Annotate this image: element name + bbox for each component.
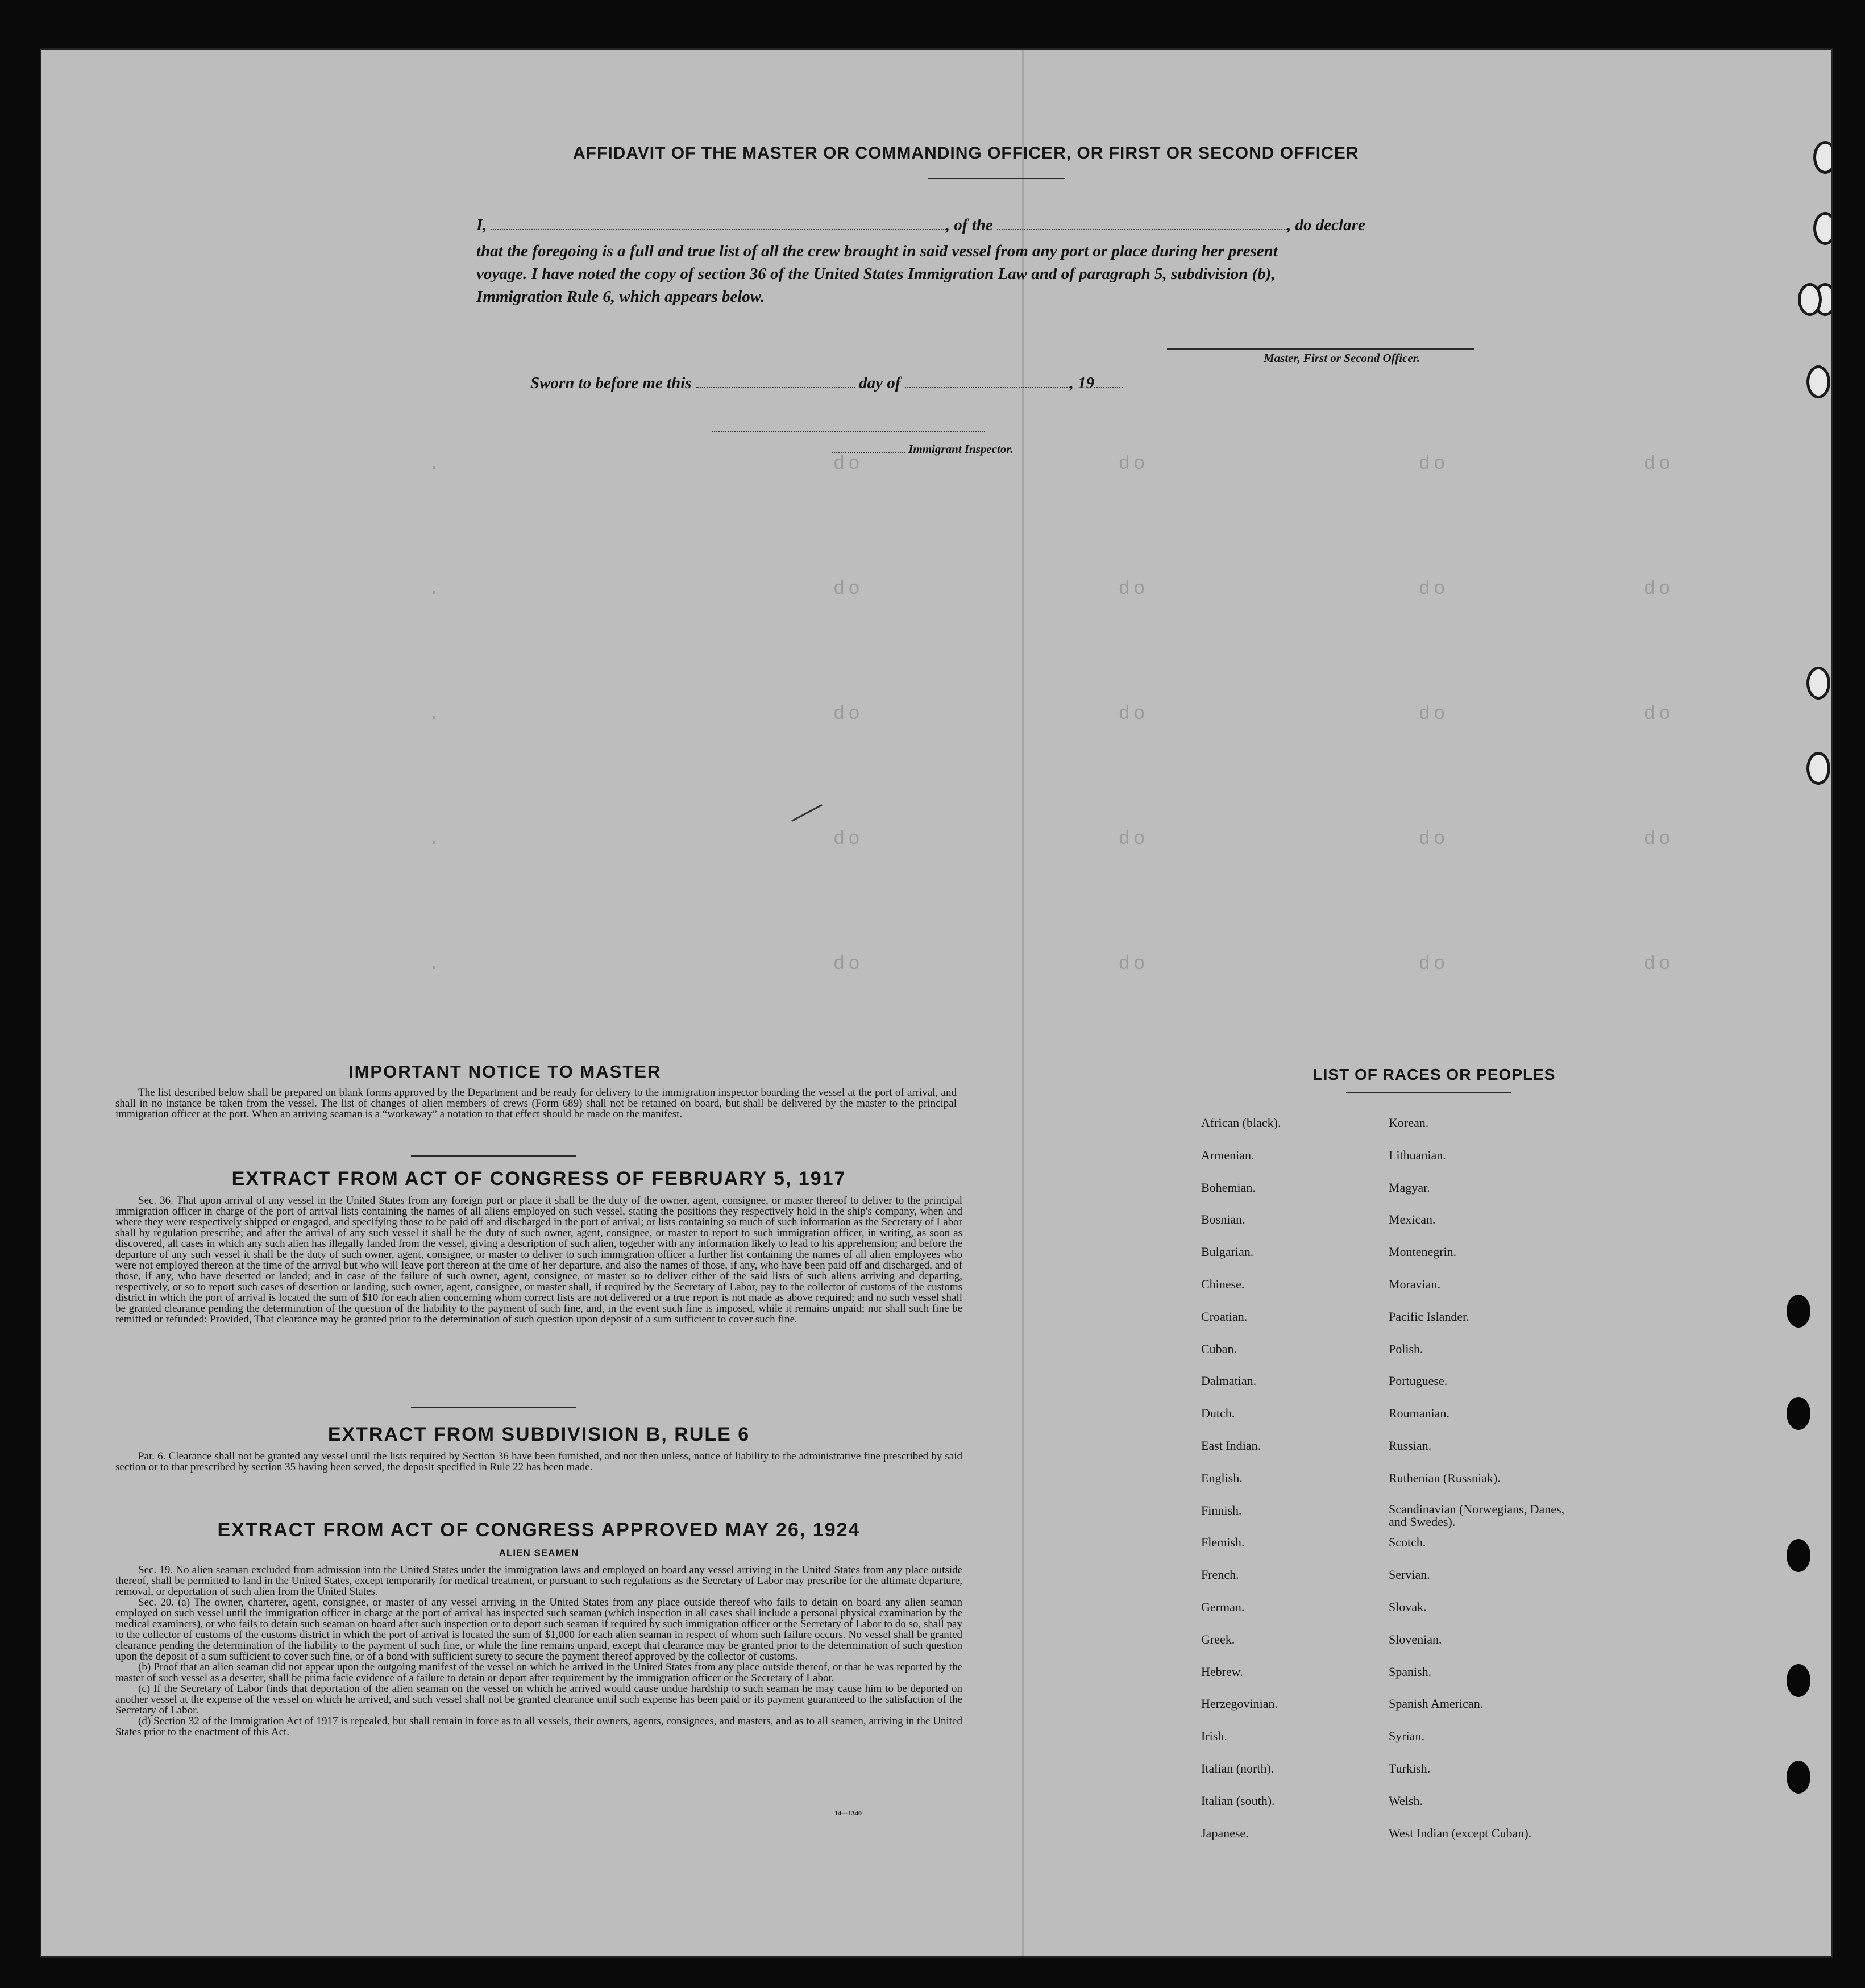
- race-item: Hebrew.: [1201, 1664, 1243, 1679]
- punch-hole-icon: [1787, 1397, 1810, 1430]
- race-item: Korean.: [1389, 1116, 1429, 1130]
- race-item: Slovak.: [1389, 1599, 1427, 1614]
- race-item: Magyar.: [1389, 1180, 1430, 1195]
- sworn-line: [530, 374, 1123, 393]
- name-blank[interactable]: [491, 228, 946, 230]
- race-item: Servian.: [1389, 1567, 1430, 1582]
- affidavit-line-4: Immigration Rule 6, which appears below.: [476, 288, 765, 306]
- extract-rule6-body: [115, 1451, 962, 1473]
- form-sheet: [40, 48, 1833, 1958]
- sec-36-text: Sec. 36. That upon arrival of any vessel in the United States from any foreign port or place it shall be the duty of the owner, agent, consignee, or master thereof to deliver to the principal immigration officer in charge of the port of arrival lists containing the names of all aliens employed on such vessel, stating the positions they respectively hold in the ship's company, when and where they were respectively shipped or engaged, and specifying those to be paid off and discharged in the port of arrival; or lists containing so much of such information as the Secretary of Labor shall by regulation prescribe; and after the arrival of any such vessel it shall be the duty of such owner, agent, consignee, or master to report to such immigration officer, in writing, as soon as discovered, all cases in which any such alien has illegally landed from the vessel, giving a description of such alien, together with any information likely to lead to his apprehension; and before the departure of any such vessel it shall be the duty of such owner, agent, consignee, or master to deliver to such immigration officer a further list containing the names of all alien employees who were not employed thereon at the time of the arrival but who will leave port thereon at the time of her departure, and also the names of those, if any, who have been paid off and discharged, and of those, if any, who have deserted or landed; and in case of the failure of such owner, agent, consignee, or master so to deliver either of the said lists of such aliens arriving and departing, respectively, or so to report such cases of desertion or landing, such owner, agent, consignee, or master shall, if required by the Secretary of Labor, pay to the collector of customs of the customs district in which the port of arrival is located the sum of $10 for each alien concerning whom correct lists are not delivered or a true report is not made as above required; and no such vessel shall be granted clearance pending the determination of the question of the liability to the payment of such fine, and, in the event such fine is imposed, while it remains unpaid; nor shall such fine be remitted or refunded: Provided, That clearance may be granted prior to the determination of such question upon deposit of a sum sufficient to cover such fine.: [115, 1195, 962, 1325]
- pen-mark: [791, 804, 822, 822]
- notice-title: IMPORTANT NOTICE TO MASTER: [348, 1062, 662, 1082]
- punch-hole-icon: [1787, 1664, 1810, 1697]
- race-item: Cuban.: [1201, 1341, 1237, 1356]
- inspector-label: Immigrant Inspector.: [908, 442, 1014, 456]
- inspector-row: [832, 442, 1014, 456]
- races-column-1: [1201, 1116, 1281, 1858]
- race-item: Portuguese.: [1389, 1374, 1448, 1388]
- race-item: Italian (south).: [1201, 1793, 1275, 1808]
- race-item: Spanish.: [1389, 1664, 1432, 1679]
- day-blank[interactable]: [696, 386, 855, 388]
- affidavit-line-1: [476, 216, 1365, 235]
- race-item: Greek.: [1201, 1632, 1235, 1646]
- race-item: Dalmatian.: [1201, 1374, 1257, 1388]
- race-item: Turkish.: [1389, 1761, 1431, 1775]
- race-item: Scotch.: [1389, 1535, 1426, 1550]
- sec-20a-text: Sec. 20. (a) The owner, charterer, agent, consignee, or master of any vessel arriving in the United States from any place outside thereof who fails to detain on board any alien seaman employed on such vessel until the immigration officer in charge at the port of arrival has inspected such seaman (which inspection in all cases shall include a personal physical examination by the medical examiners), or who fails to detain such seaman on board after such inspection or to deport such seaman if required by such immigration officer or the Secretary of Labor to do so, shall pay to the collector of customs of the customs district in which the port of arrival is located the sum of $1,000 for each alien seaman in respect of whom such failure occurs. No vessel shall be granted clearance pending the determination of the liability to the payment of such fine, or while the fine remains unpaid, except that clearance may be granted prior to the determination of such question upon the deposit of a sum sufficient to cover such fine, or of a bond with sufficient surety to secure the payment thereof approved by the collector of customs.: [115, 1596, 962, 1662]
- race-item: West Indian (except Cuban).: [1389, 1825, 1532, 1840]
- punch-hole-icon: [1813, 212, 1833, 245]
- race-item: Croatian.: [1201, 1309, 1248, 1324]
- extract-1924-body: [115, 1565, 962, 1737]
- race-item: Bosnian.: [1201, 1212, 1245, 1227]
- day-of-label: day of: [859, 374, 901, 392]
- year-label: , 19: [1069, 374, 1095, 392]
- race-item: Russian.: [1389, 1438, 1432, 1453]
- punch-hole-icon: [1806, 365, 1830, 398]
- vessel-blank[interactable]: [997, 228, 1287, 230]
- race-item: East Indian.: [1201, 1438, 1261, 1453]
- punch-hole-icon: [1806, 667, 1830, 700]
- race-item: Pacific Islander.: [1389, 1309, 1469, 1324]
- affidavit-title: AFFIDAVIT OF THE MASTER OR COMMANDING OFFICER, OR FIRST OR SECOND OFFICER: [573, 144, 1359, 163]
- sec-20d-text: (d) Section 32 of the Immigration Act of 1917 is repealed, but shall remain in force as to all vessels, their owners, agents, consignees, and masters, and as to all seamen, arriving in the United States prior to the enactment of this Act.: [115, 1715, 962, 1738]
- divider: [411, 1407, 576, 1408]
- master-signature-line[interactable]: [1167, 348, 1474, 350]
- race-item: Dutch.: [1201, 1406, 1235, 1421]
- divider: [411, 1155, 576, 1157]
- notice-text: The list described below shall be prepared on blank forms approved by the Department and be ready for delivery to the immigration inspector boarding the vessel at the port of arrival, and shall in no instance be taken from the vessel. The list of changes of alien members of crews (Form 689) shall not be retained on board, but shall be delivered by the master to the principal immigration officer at the port. When an arriving seaman is a “workaway” a notation to that effect should be made on the manifest.: [115, 1087, 957, 1120]
- affidavit-of-the: , of the: [945, 216, 993, 234]
- race-item: Irish.: [1201, 1729, 1227, 1744]
- sec-20c-text: (c) If the Secretary of Labor finds that deportation of the alien seaman on the vessel on which he arrived would cause undue hardship to such seaman he may cause him to be deported on another vessel at the expense of the vessel on which he arrived, and such vessel shall not be granted clearance until such expense has been paid or its payment guaranteed to the satisfaction of the Secretary of Labor.: [115, 1683, 962, 1716]
- punch-hole-icon: [1787, 1761, 1810, 1794]
- punch-hole-icon: [1798, 283, 1822, 316]
- divider: [928, 178, 1065, 179]
- race-item: Montenegrin.: [1389, 1245, 1457, 1259]
- affidavit-declare: , do declare: [1287, 216, 1365, 234]
- form-number: 14—1340: [834, 1809, 862, 1817]
- race-item: Lithuanian.: [1389, 1147, 1446, 1162]
- extract-1917-title: EXTRACT FROM ACT OF CONGRESS OF FEBRUARY 5, 1917: [231, 1168, 846, 1190]
- punch-hole-icon: [1806, 752, 1830, 785]
- race-item: Ruthenian (Russniak).: [1389, 1470, 1501, 1485]
- alien-seamen-subtitle: ALIEN SEAMEN: [499, 1548, 579, 1558]
- extract-1917-body: [115, 1195, 962, 1325]
- races-title: LIST OF RACES OR PEOPLES: [1312, 1066, 1556, 1083]
- races-column-2: [1389, 1116, 1571, 1858]
- par-6-text: Par. 6. Clearance shall not be granted any vessel until the lists required by Section 36 have been furnished, and not then unless, notice of liability to the administrative fine prescribed by said section or to that prescribed by section 35 having been served, the deposit specified in Rule 22 has been made.: [115, 1450, 962, 1473]
- race-item: Welsh.: [1389, 1793, 1423, 1808]
- affidavit-line-3: voyage. I have noted the copy of section 36 of the United States Immigration Law and of paragraph 5, subdivision (b),: [476, 265, 1276, 283]
- sec-19-text: Sec. 19. No alien seaman excluded from admission into the United States under the immigration laws and employed on board any vessel arriving in the United States from any place outside thereof, shall be permitted to land in the United States, except temporarily for medical treatment, or pursuant to such regulations as the Secretary of Labor may prescribe for the ultimate departure, removal, or deportation of such alien from the United States.: [115, 1564, 962, 1598]
- year-blank[interactable]: [1094, 386, 1123, 388]
- affidavit-i: I,: [476, 216, 487, 234]
- master-signature-label: Master, First or Second Officer.: [1264, 351, 1420, 365]
- punch-hole-icon: [1813, 141, 1833, 174]
- race-item: Bohemian.: [1201, 1180, 1256, 1195]
- inspector-signature-line[interactable]: [712, 431, 985, 432]
- sworn-label: Sworn to before me this: [530, 374, 692, 392]
- race-item: African (black).: [1201, 1116, 1281, 1130]
- race-item: Moravian.: [1389, 1276, 1441, 1291]
- race-item: Japanese.: [1201, 1825, 1249, 1840]
- extract-1924-title: EXTRACT FROM ACT OF CONGRESS APPROVED MAY 26, 1924: [217, 1519, 861, 1541]
- extract-rule6-title: EXTRACT FROM SUBDIVISION B, RULE 6: [327, 1424, 750, 1445]
- bleed-through: . do do do do: [428, 579, 1674, 600]
- bleed-through: . do do do do: [428, 704, 1674, 725]
- race-item: Syrian.: [1389, 1729, 1424, 1744]
- race-item: Polish.: [1389, 1341, 1423, 1356]
- divider: [1346, 1092, 1511, 1093]
- race-item: Scandinavian (Norwegians, Danes, and Swedes).: [1389, 1502, 1565, 1529]
- race-item: Armenian.: [1201, 1147, 1255, 1162]
- race-item: Herzegovinian.: [1201, 1696, 1278, 1711]
- race-item: Mexican.: [1389, 1212, 1436, 1227]
- race-item: Chinese.: [1201, 1276, 1245, 1291]
- race-item: Italian (north).: [1201, 1761, 1274, 1775]
- race-item: Slovenian.: [1389, 1632, 1442, 1646]
- race-item: Spanish American.: [1389, 1696, 1484, 1711]
- punch-hole-icon: [1787, 1539, 1810, 1572]
- race-item: Flemish.: [1201, 1535, 1245, 1550]
- punch-hole-icon: [1787, 1295, 1810, 1328]
- race-item: Finnish.: [1201, 1503, 1242, 1517]
- race-item: French.: [1201, 1567, 1239, 1582]
- affidavit-line-2: that the foregoing is a full and true list of all the crew brought in said vessel from any port or place during her present: [476, 242, 1278, 260]
- race-item: German.: [1201, 1599, 1245, 1614]
- bleed-through: . do do do do: [428, 454, 1674, 475]
- race-item: English.: [1201, 1470, 1243, 1485]
- month-blank[interactable]: [905, 386, 1070, 388]
- sec-20b-text: (b) Proof that an alien seaman did not appear upon the outgoing manifest of the vessel on which he arrived in the United States from any place outside thereof, or that he was reported by the master of such vessel as a deserter, shall be prima facie evidence of a failure to detain or deport after requirement by the immigration officer or the Secretary of Labor.: [115, 1661, 962, 1684]
- bleed-through: . do do do do: [428, 829, 1674, 850]
- page-fold: [1022, 50, 1024, 1956]
- notice-body: [115, 1087, 957, 1120]
- race-item: Roumanian.: [1389, 1406, 1449, 1421]
- bleed-through: . do do do do: [428, 954, 1674, 975]
- inspector-blank[interactable]: [832, 451, 905, 453]
- race-item: Bulgarian.: [1201, 1245, 1254, 1259]
